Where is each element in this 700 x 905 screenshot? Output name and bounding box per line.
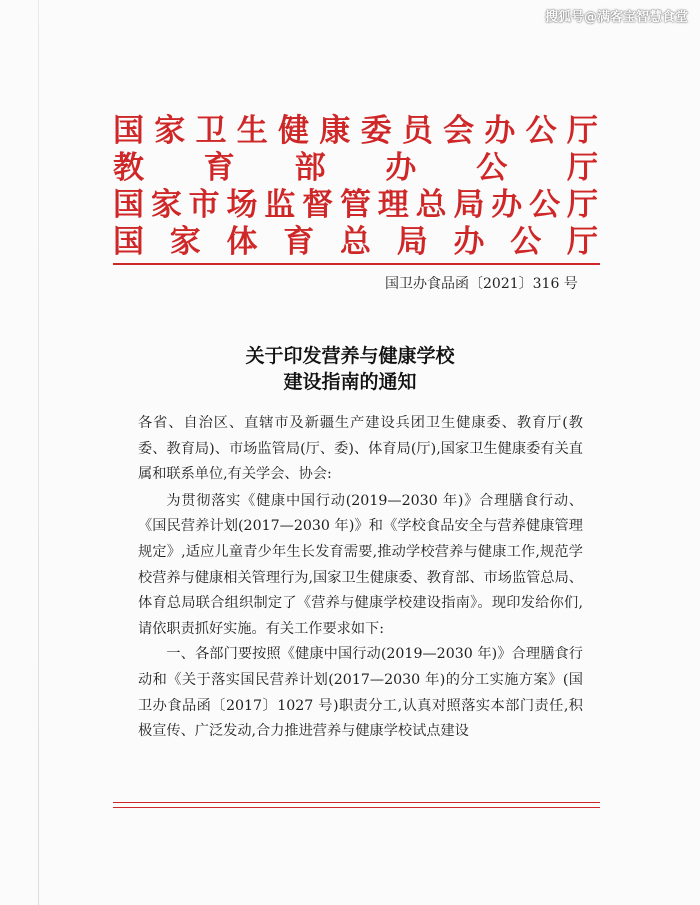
agency-char: 家	[150, 187, 182, 223]
scan-edge-shadow	[38, 0, 39, 905]
agency-char: 办	[491, 187, 523, 223]
agency-char: 厅	[566, 187, 598, 223]
agency-char: 会	[443, 113, 475, 149]
agency-char: 总	[340, 224, 371, 260]
agency-char: 监	[264, 187, 296, 223]
agency-line	[113, 150, 598, 187]
agency-char: 市	[188, 187, 220, 223]
agency-char: 委	[360, 113, 392, 149]
agency-char: 公	[525, 113, 557, 149]
body-paragraph: 为贯彻落实《健康中国行动(2019—2030 年)》合理膳食行动、《国民营养计划(2017—2030 年)》和《学校食品安全与营养健康管理规定》,适应儿童青少年生长发育需要,推动学校营养与健康工作,规范学校营养与健康相关管理行为,国家卫生健康委、教育部、市场监管总局、体育总局联合组织制定了《营养与健康学校建设指南》。现印发给你们,请依职责抓好实施。有关工作要求如下:	[138, 492, 583, 637]
document-number: 国卫办食品函〔2021〕316 号	[385, 276, 578, 292]
agency-char: 厅	[567, 224, 598, 260]
agency-char: 理	[377, 187, 409, 223]
issuing-agencies	[113, 113, 598, 261]
title-line-2: 建设指南的通知	[283, 371, 417, 393]
agency-char: 教	[113, 150, 144, 186]
agency-char: 卫	[195, 113, 227, 149]
agency-char: 办	[484, 113, 516, 149]
agency-line	[113, 224, 598, 261]
red-footer-rule	[113, 802, 600, 803]
agency-char: 公	[476, 150, 508, 186]
body-paragraph: 一、各部门要按照《健康中国行动(2019—2030 年)》合理膳食行动和《关于落实国民营养计划(2017—2030 年)的分工实施方案》(国卫办食品函〔2017〕1027 号)职责分工,认真对照落实本部门责任,积极宣传、广泛发动,合力推进营养与健康学校试点建设	[138, 646, 583, 740]
agency-char: 国	[113, 187, 144, 223]
agency-line	[113, 113, 598, 150]
agency-line	[113, 187, 598, 224]
agency-char: 育	[203, 150, 235, 186]
agency-char: 厅	[566, 113, 598, 149]
addressee-paragraph: 各省、自治区、直辖市及新疆生产建设兵团卫生健康委、教育厅(教委、教育局)、市场监管局(厅、委)、体育局(厅),国家卫生健康委有关直属和联系单位,有关学会、协会:	[138, 415, 583, 483]
agency-char: 育	[283, 224, 315, 260]
document-title	[0, 343, 700, 395]
agency-char: 局	[396, 224, 428, 260]
agency-char: 办	[385, 150, 417, 186]
agency-char: 员	[401, 113, 433, 149]
agency-char: 国	[113, 113, 144, 149]
agency-char: 体	[226, 224, 258, 260]
agency-char: 家	[154, 113, 186, 149]
title-line-1: 关于印发营养与健康学校	[245, 345, 455, 367]
red-header-rule	[113, 263, 600, 265]
agency-char: 公	[510, 224, 542, 260]
agency-char: 家	[169, 224, 201, 260]
agency-char: 场	[226, 187, 258, 223]
agency-char: 健	[278, 113, 310, 149]
agency-char: 厅	[566, 150, 598, 186]
agency-char: 生	[236, 113, 268, 149]
agency-char: 督	[302, 187, 334, 223]
agency-char: 办	[453, 224, 485, 260]
agency-char: 局	[453, 187, 485, 223]
agency-char: 国	[113, 224, 144, 260]
document-body	[138, 411, 583, 745]
agency-char: 部	[294, 150, 326, 186]
red-footer-rule	[113, 807, 600, 808]
agency-char: 公	[529, 187, 561, 223]
agency-char: 管	[339, 187, 371, 223]
agency-char: 总	[415, 187, 447, 223]
agency-char: 康	[319, 113, 351, 149]
watermark: 搜狐号@满客宝智慧食堂	[544, 10, 688, 25]
